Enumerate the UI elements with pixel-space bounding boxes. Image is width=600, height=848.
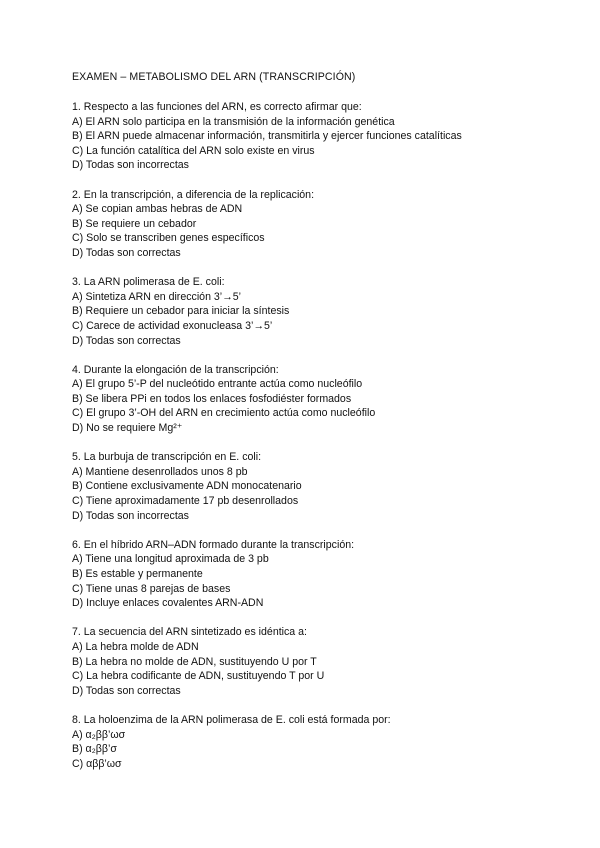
answer-option-d: D) Todas son incorrectas (72, 509, 189, 522)
question-stem: 1. Respecto a las funciones del ARN, es correcto afirmar que: (72, 101, 362, 113)
question-4 (72, 363, 542, 436)
question-list (72, 100, 542, 786)
answer-option-d: D) Todas son incorrectas (72, 159, 189, 172)
answer-option-a: A) α₂ββ’ωσ (72, 728, 126, 741)
answer-option-c: C) Solo se transcriben genes específicos (72, 232, 265, 245)
answer-option-a: A) El ARN solo participa en la transmisión de la información genética (72, 115, 395, 128)
question-8 (72, 713, 542, 771)
answer-option-c: C) Tiene aproximadamente 17 pb desenrollados (72, 495, 299, 508)
answer-option-b: B) Requiere un cebador para iniciar la síntesis (72, 305, 290, 318)
exam-title: EXAMEN – METABOLISMO DEL ARN (TRANSCRIPCIÓN) (72, 71, 356, 83)
answer-option-a: A) Tiene una longitud aproximada de 3 pb (72, 553, 269, 566)
answer-option-a: A) Se copian ambas hebras de ADN (72, 203, 243, 216)
answer-option-d: D) No se requiere Mg²⁺ (72, 422, 183, 435)
answer-option-d: D) Todas son correctas (72, 684, 181, 697)
question-stem: 5. La burbuja de transcripción en E. coli: (72, 451, 262, 464)
question-5 (72, 450, 542, 523)
question-stem: 3. La ARN polimerasa de E. coli: (72, 276, 225, 289)
answer-option-c: C) El grupo 3’-OH del ARN en crecimiento actúa como nucleófilo (72, 407, 376, 420)
question-3 (72, 275, 542, 348)
answer-option-d: D) Todas son correctas (72, 334, 181, 347)
answer-option-a: A) Sintetiza ARN en dirección 3’→5’ (72, 290, 241, 303)
answer-option-c: C) La hebra codificante de ADN, sustituyendo T por U (72, 670, 325, 683)
answer-option-b: B) Se requiere un cebador (72, 217, 197, 230)
answer-option-a: A) El grupo 5’-P del nucleótido entrante actúa como nucleófilo (72, 378, 363, 391)
question-stem: 8. La holoenzima de la ARN polimerasa de E. coli está formada por: (72, 713, 391, 726)
answer-option-c: C) Tiene unas 8 parejas de bases (72, 582, 231, 595)
answer-option-d: D) Todas son correctas (72, 246, 181, 259)
answer-option-c: C) αββ’ωσ (72, 757, 122, 770)
question-1 (72, 100, 542, 173)
question-stem: 2. En la transcripción, a diferencia de la replicación: (72, 188, 315, 201)
answer-option-a: A) Mantiene desenrollados unos 8 pb (72, 465, 248, 478)
question-stem: 4. Durante la elongación de la transcripción: (72, 363, 279, 376)
question-2 (72, 188, 542, 261)
answer-option-c: C) Carece de actividad exonucleasa 3’→5’ (72, 319, 273, 332)
answer-option-b: B) Se libera PPi en todos los enlaces fosfodiéster formados (72, 392, 352, 405)
answer-option-b: B) El ARN puede almacenar información, transmitirla y ejercer funciones catalíticas (72, 130, 462, 143)
answer-option-b: B) La hebra no molde de ADN, sustituyendo U por T (72, 655, 317, 668)
question-stem: 7. La secuencia del ARN sintetizado es idéntica a: (72, 626, 307, 639)
answer-option-b: B) Es estable y permanente (72, 568, 203, 580)
question-7 (72, 625, 542, 698)
question-6 (72, 538, 542, 611)
question-stem: 6. En el híbrido ARN–ADN formado durante la transcripción: (72, 538, 355, 551)
answer-option-d: D) Incluye enlaces covalentes ARN-ADN (72, 597, 264, 610)
answer-option-b: B) Contiene exclusivamente ADN monocatenario (72, 480, 302, 493)
answer-option-c: C) La función catalítica del ARN solo existe en virus (72, 144, 315, 157)
answer-option-b: B) α₂ββ’σ (72, 743, 117, 756)
answer-option-a: A) La hebra molde de ADN (72, 640, 199, 653)
